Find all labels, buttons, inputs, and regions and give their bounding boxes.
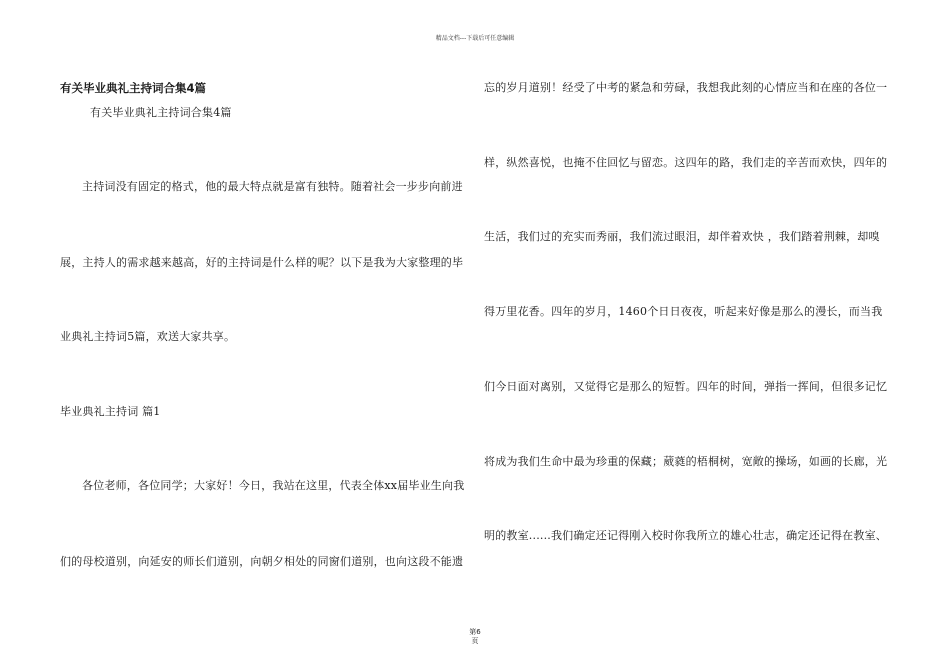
paragraph-line: 得万里花香。四年的岁月，1460个日日夜夜，听起来好像是那么的漫长，而当我: [484, 305, 883, 318]
document-header-note: 精品文档---下载后可任意编辑: [435, 35, 515, 42]
page-number-line: 页: [471, 637, 479, 645]
page-number: [0, 628, 950, 646]
document-subtitle: 有关毕业典礼主持词合集4篇: [90, 106, 232, 119]
paragraph-line: 展，主持人的需求越来越高，好的主持词是什么样的呢？以下是我为大家整理的毕: [60, 256, 464, 269]
paragraph-line: 主持词没有固定的格式，他的最大特点就是富有独特。随着社会一步步向前进: [82, 180, 463, 193]
page-number-line: 第6: [469, 628, 481, 636]
paragraph-line: 生活，我们过的充实而秀丽，我们流过眼泪，却伴着欢快 ，我们踏着荆棘，却嗅: [484, 230, 880, 243]
document-title: 有关毕业典礼主持词合集4篇: [60, 81, 207, 95]
paragraph-line: 们今日面对离别，又觉得它是那么的短暂。四年的时间，弹指一挥间，但很多记忆: [484, 380, 888, 393]
paragraph-line: 忘的岁月道别！经受了中考的紧急和劳碌，我想我此刻的心情应当和在座的各位一: [484, 81, 888, 94]
paragraph-line: 们的母校道别，向延安的师长们道别，向朝夕相处的同窗们道别，也向这段不能遗: [60, 555, 464, 568]
section-heading: 毕业典礼主持词 篇1: [60, 405, 161, 418]
paragraph-line: 将成为我们生命中最为珍重的保藏；葳蕤的梧桐树，宽敞的操场，如画的长廊，光: [484, 455, 888, 468]
paragraph-line: 业典礼主持词5篇，欢送大家共享。: [60, 330, 236, 343]
paragraph-line: 明的教室......我们确定还记得刚入校时你我所立的雄心壮志，确定还记得在教室、: [484, 529, 887, 542]
paragraph-line: 样，纵然喜悦，也掩不住回忆与留恋。这四年的路，我们走的辛苦而欢快，四年的: [484, 156, 888, 169]
paragraph-line: 各位老师，各位同学；大家好！今日，我站在这里，代表全体xx届毕业生向我: [82, 479, 465, 492]
